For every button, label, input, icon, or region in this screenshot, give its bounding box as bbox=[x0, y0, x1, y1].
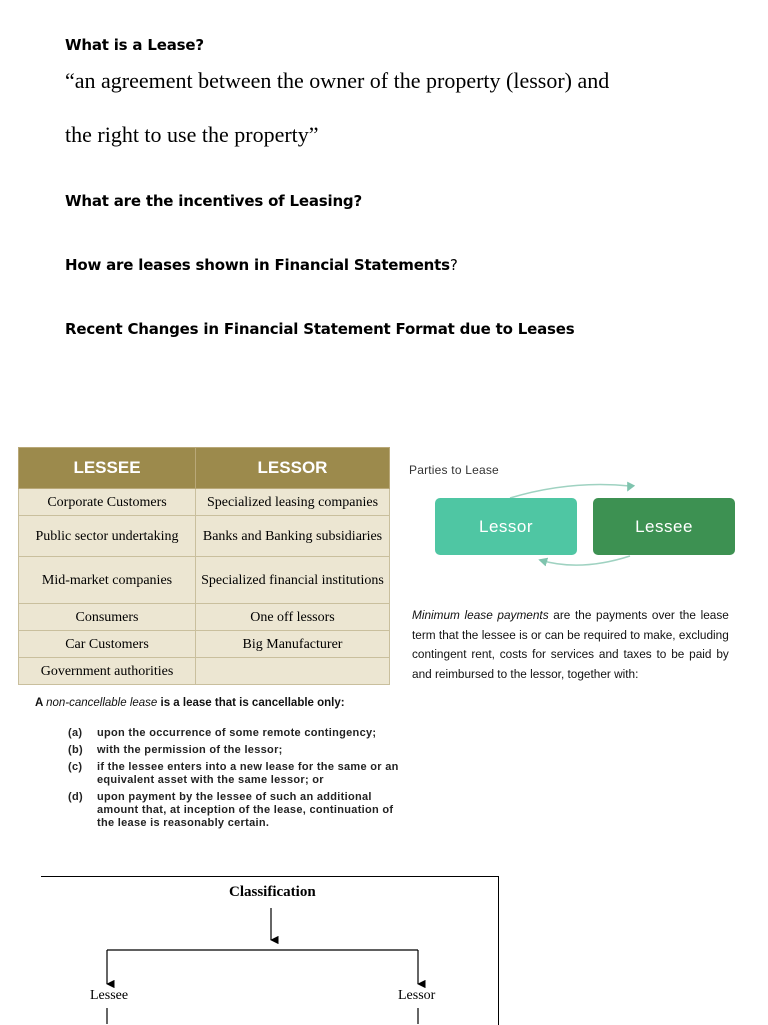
minimum-lease-payments-term: Minimum lease payments bbox=[412, 608, 549, 622]
table-cell: Specialized financial institutions bbox=[196, 557, 390, 604]
minimum-lease-payments-text: are the payments over the lease term that the lessee is or can be required to make, excluding contingent rent, costs for services and taxes to be paid by and reimbursed to the lessor, together with: bbox=[412, 608, 729, 681]
list-item bbox=[68, 744, 408, 757]
classification-lessor: Lessor bbox=[398, 988, 436, 1003]
non-cancellable-list bbox=[68, 727, 408, 834]
list-item-text: upon payment by the lessee of such an additional amount that, at inception of the lease, continuation of the lease is reasonably certain. bbox=[97, 791, 394, 829]
table-cell: Car Customers bbox=[19, 631, 196, 658]
non-cancellable-term: non-cancellable lease bbox=[46, 697, 158, 709]
lease-definition-line-2: the right to use the property” bbox=[65, 122, 319, 147]
table-cell: One off lessors bbox=[196, 604, 390, 631]
list-item-label: (c) bbox=[68, 761, 83, 773]
table-cell: Consumers bbox=[19, 604, 196, 631]
list-item-text: with the permission of the lessor; bbox=[97, 744, 283, 756]
table-cell: Specialized leasing companies bbox=[196, 489, 390, 516]
classification-title: Classification bbox=[229, 884, 316, 900]
table-cell: Banks and Banking subsidiaries bbox=[196, 516, 390, 557]
table-cell: Government authorities bbox=[19, 658, 196, 685]
list-item-label: (a) bbox=[68, 727, 83, 739]
non-cancellable-intro-b: is a lease that is cancellable only: bbox=[157, 697, 345, 709]
classification-connectors bbox=[90, 900, 450, 1024]
arrow-lessor-to-lessee bbox=[510, 485, 630, 499]
lessee-lessor-table bbox=[18, 447, 390, 685]
parties-to-lease-label: Parties to Lease bbox=[409, 463, 499, 477]
list-item bbox=[68, 761, 408, 787]
table-cell: Public sector undertaking bbox=[19, 516, 196, 557]
heading-financial-statements-qmark: ? bbox=[449, 256, 458, 274]
minimum-lease-payments-paragraph bbox=[412, 606, 729, 684]
heading-financial-statements-text: How are leases shown in Financial Statements bbox=[65, 256, 450, 274]
lessor-box: Lessor bbox=[435, 498, 577, 555]
table-cell: Big Manufacturer bbox=[196, 631, 390, 658]
table-cell bbox=[196, 658, 390, 685]
list-item bbox=[68, 727, 408, 740]
list-item-text: upon the occurrence of some remote contingency; bbox=[97, 727, 377, 739]
non-cancellable-intro-a: A bbox=[35, 697, 47, 709]
column-header-lessor: LESSOR bbox=[196, 448, 390, 489]
list-item-label: (d) bbox=[68, 791, 83, 803]
list-item bbox=[68, 791, 408, 830]
lessee-box: Lessee bbox=[593, 498, 735, 555]
heading-recent-changes: Recent Changes in Financial Statement Format due to Leases bbox=[65, 320, 575, 338]
arrow-lessee-to-lessor bbox=[540, 556, 630, 565]
column-header-lessee: LESSEE bbox=[19, 448, 196, 489]
heading-financial-statements bbox=[65, 256, 458, 274]
non-cancellable-intro bbox=[35, 697, 345, 709]
table-cell: Mid-market companies bbox=[19, 557, 196, 604]
list-item-label: (b) bbox=[68, 744, 83, 756]
list-item-text: if the lessee enters into a new lease for the same or an equivalent asset with the same lessor; or bbox=[97, 761, 399, 786]
heading-incentives: What are the incentives of Leasing? bbox=[65, 192, 362, 210]
lease-definition-line-1: “an agreement between the owner of the property (lessor) and bbox=[65, 68, 610, 93]
heading-what-is-lease: What is a Lease? bbox=[65, 36, 204, 54]
classification-lessee: Lessee bbox=[90, 988, 129, 1003]
table-cell: Corporate Customers bbox=[19, 489, 196, 516]
